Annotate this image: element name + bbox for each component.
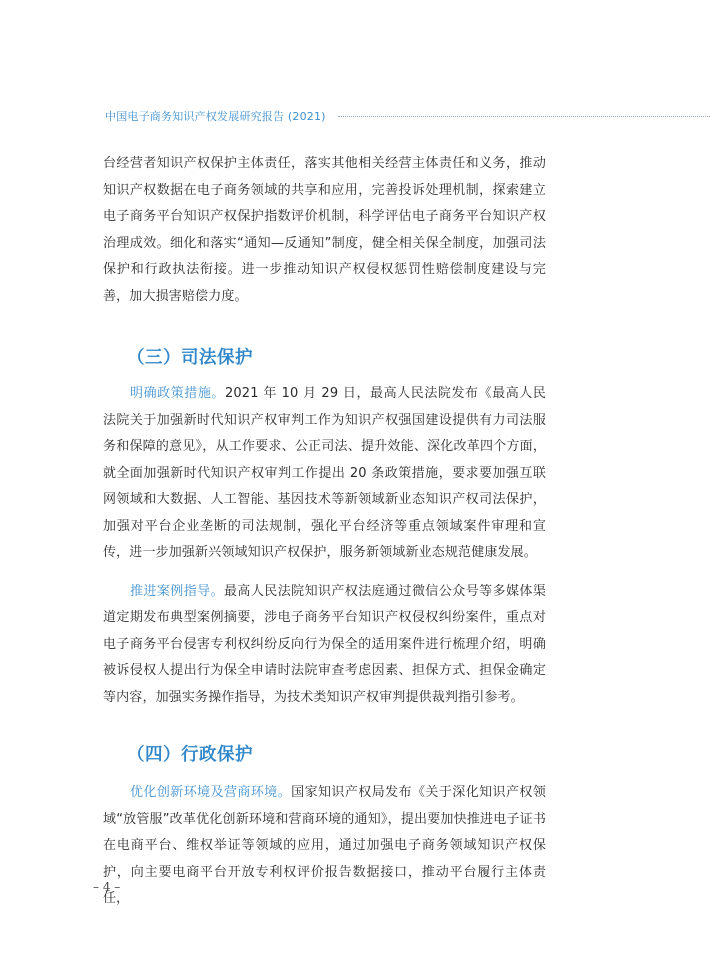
paragraph-continued: 台经营者知识产权保护主体责任，落实其他相关经营主体责任和义务，推动知识产权数据在电子商务领域的共享和应用，完善投诉处理机制，探索建立电子商务平台知识产权保护指数评价机制，科学评估电子商务平台知识产权治理成效。细化和落实“通知—反通知”制度，健全相关保全制度，加强司法保护和行政执法衔接。进一步推动知识产权侵权惩罚性赔偿制度建设与完善，加大损害赔偿力度。 xyxy=(103,156,546,304)
paragraph-case-guidance xyxy=(103,579,546,712)
paragraph-text: 最高人民法院知识产权法庭通过微信公众号等多媒体渠道定期发布典型案例摘要，涉电子商务平台知识产权侵权纠纷案件，重点对电子商务平台侵害专利权纠纷反向行为保全的适用案件进行梳理介绍，明确被诉侵权人提出行为保全申请时法院审查考虑因素、担保方式、担保金确定等内容，加强实务操作指导，为技术类知识产权审判提供裁判指引参考。 xyxy=(103,583,546,705)
section-heading-judicial-protection: （三）司法保护 xyxy=(127,348,253,368)
page-body xyxy=(103,151,546,913)
header-dotted-rule xyxy=(338,116,710,117)
paragraph-text: 2021 年 10 月 29 日，最高人民法院发布《最高人民法院关于加强新时代知识产权审判工作为知识产权强国建设提供有力司法服务和保障的意见》，从工作要求、公正司法、提升效能、深化改革四个方面，就全面加强新时代知识产权审判工作提出 20 条政策措施，要求要加强互联网领域和大数据、人工智能、基因技术等新领域新业态知识产权司法保护，加强对平台企业垄断的司法规制，强化平台经济等重点领域案件审理和宣传，进一步加强新兴领域知识产权保护，服务新领域新业态规范健康发展。 xyxy=(103,386,546,560)
lead-phrase: 优化创新环境及营商环境。 xyxy=(130,785,292,800)
paragraph-policy-measures xyxy=(103,381,546,567)
lead-phrase: 明确政策措施。 xyxy=(130,386,225,401)
page-number: – 4 – xyxy=(93,880,121,894)
paragraph-text: 国家知识产权局发布《关于深化知识产权领域“放管服”改革优化创新环境和营商环境的通知》，提出要加快推进电子证书在电商平台、维权举证等领域的应用，通过加强电子商务领域知识产权保护，向主要电商平台开放专利权评价报告数据接口，推动平台履行主体责任， xyxy=(103,785,546,906)
paragraph-business-environment xyxy=(103,780,546,913)
section-heading-administrative-protection: （四）行政保护 xyxy=(127,745,253,765)
lead-phrase: 推进案例指导。 xyxy=(130,583,224,599)
running-header xyxy=(105,108,710,124)
report-title: 中国电子商务知识产权发展研究报告 (2021) xyxy=(105,110,326,123)
